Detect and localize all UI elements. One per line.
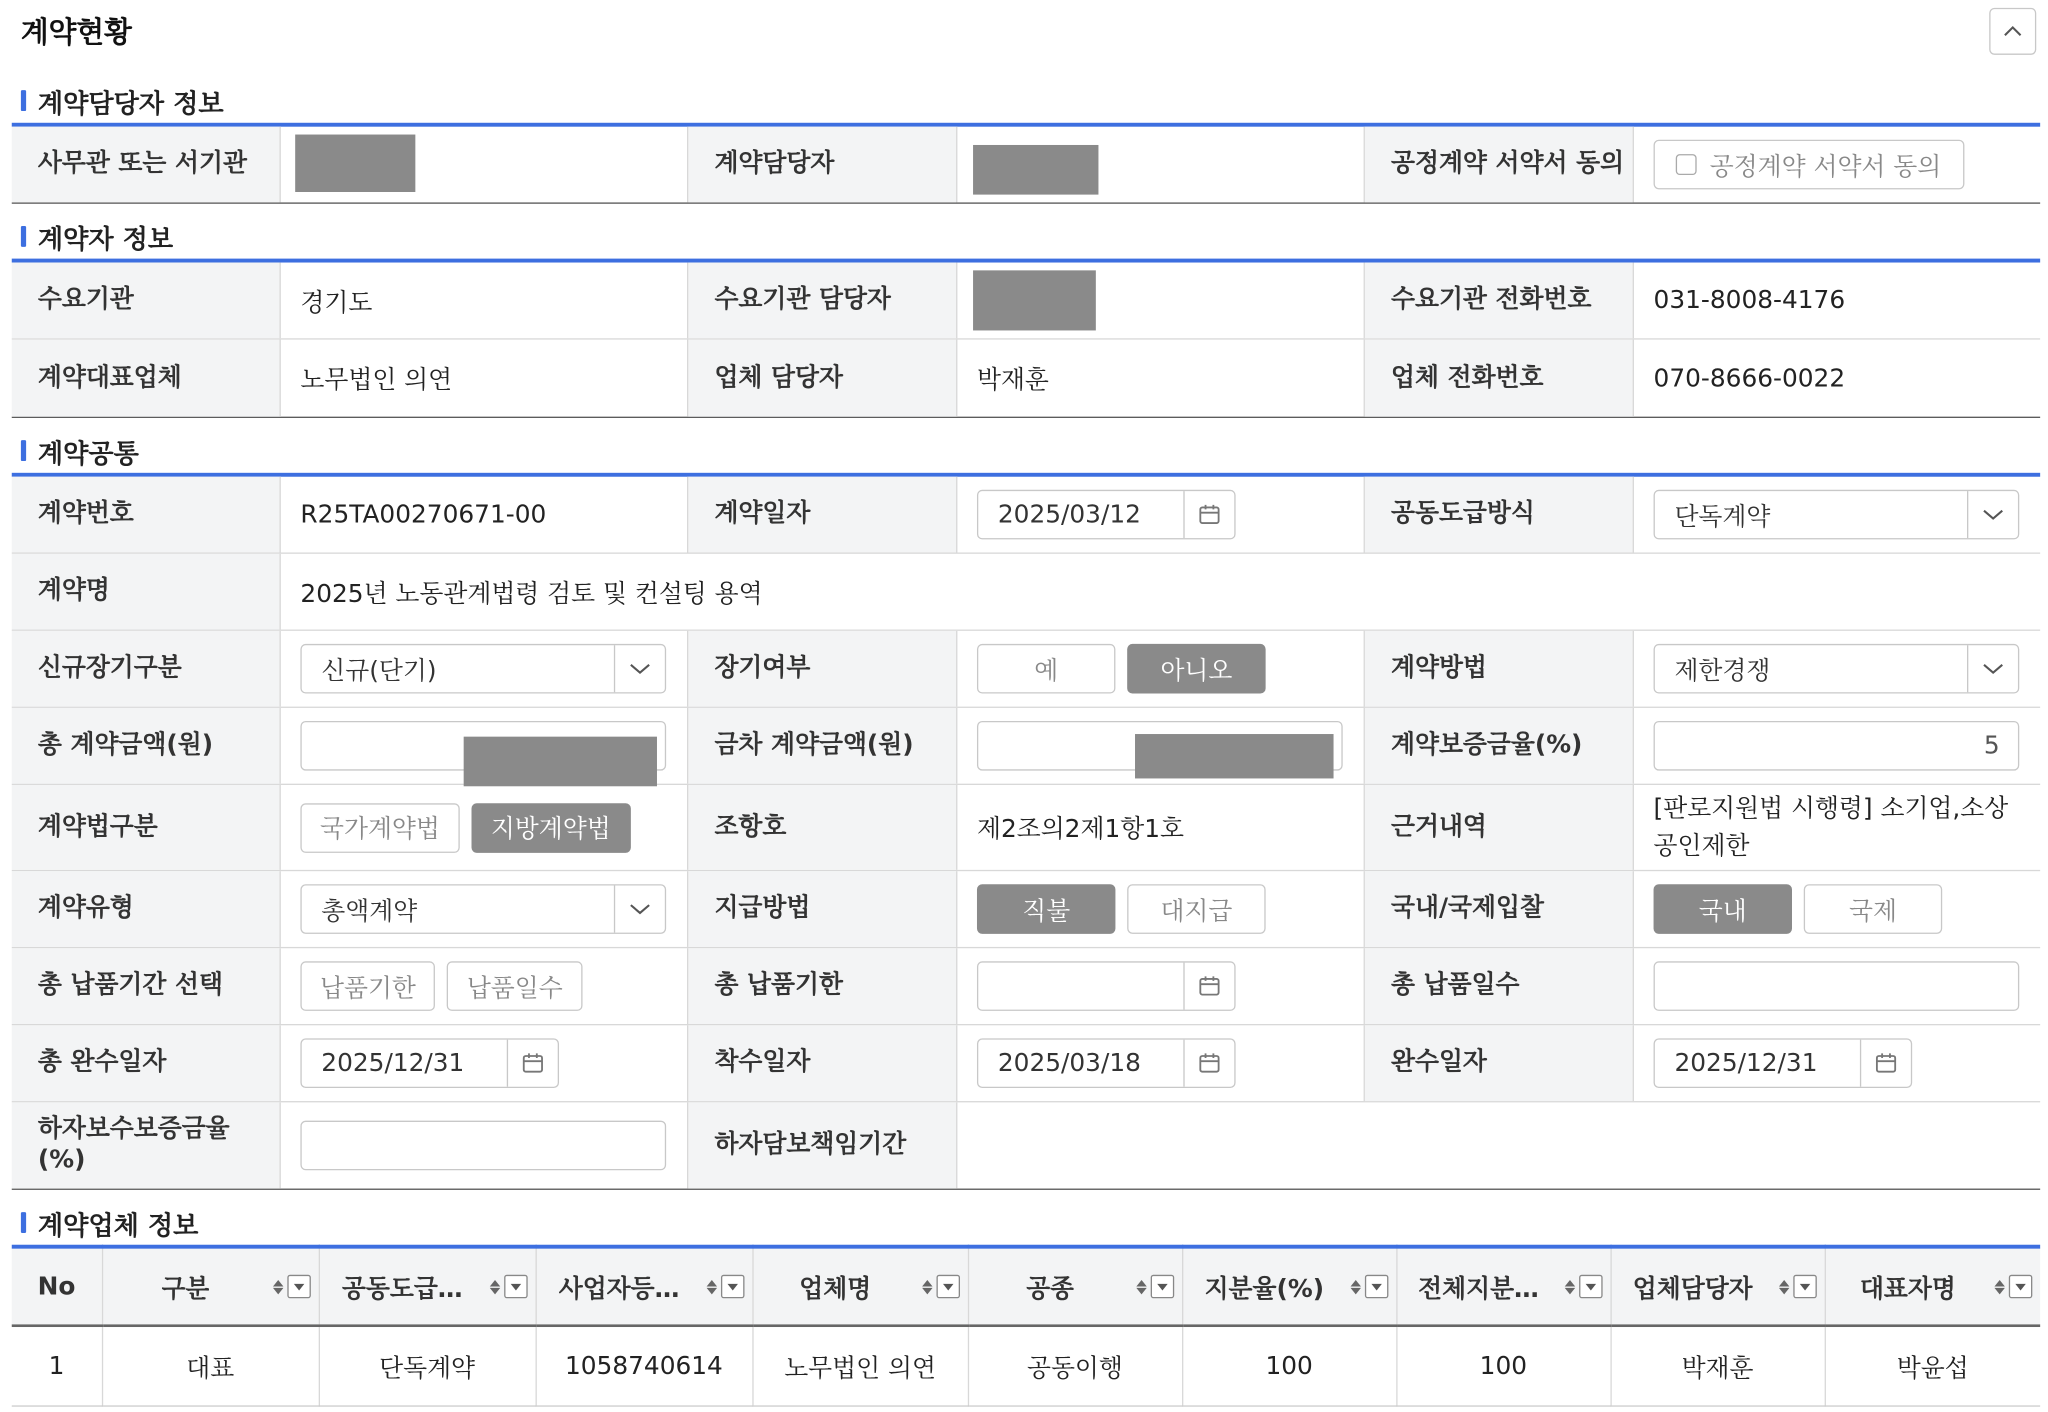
sort-icon[interactable] — [1993, 1279, 2006, 1293]
table-cell: 100 — [1396, 1326, 1610, 1406]
calendar-icon[interactable] — [1860, 1040, 1911, 1087]
delivery-deadline-button[interactable]: 납품기한 — [300, 961, 435, 1011]
demand-phone-value: 031-8008-4176 — [1653, 286, 1846, 315]
company-phone-value: 070-8666-0022 — [1653, 363, 1846, 393]
bid-domestic-button[interactable]: 국내 — [1654, 884, 1792, 934]
completion-input[interactable] — [1654, 1038, 1913, 1088]
delivery-select-label: 총 납품기간 선택 — [12, 948, 281, 1024]
type-value: 총액계약 — [321, 896, 418, 926]
column-header[interactable]: 업체명 — [752, 1247, 968, 1326]
type-cell — [281, 871, 689, 947]
law-local-button[interactable]: 지방계약법 — [471, 803, 630, 853]
law-national-button[interactable]: 국가계약법 — [300, 803, 459, 853]
sort-icon[interactable] — [920, 1279, 933, 1293]
page-title: 계약현황 — [20, 16, 132, 50]
table-cell: 100 — [1182, 1326, 1396, 1406]
table-row[interactable] — [12, 1326, 2040, 1406]
joint-method-label: 공동도급방식 — [1365, 477, 1634, 553]
current-amount-label: 금차 계약금액(원) — [688, 708, 957, 784]
bid-intl-button[interactable]: 국제 — [1804, 884, 1942, 934]
calendar-icon[interactable] — [1183, 1040, 1234, 1087]
method-cell — [1634, 631, 2040, 707]
defect-period-label: 하자담보책임기간 — [688, 1102, 957, 1188]
form-row — [12, 263, 2040, 340]
sort-icon[interactable] — [1777, 1279, 1790, 1293]
section-title-company: 계약업체 정보 — [0, 1203, 2048, 1242]
demand-org-value: 경기도 — [281, 263, 689, 339]
chevron-up-icon — [2004, 25, 2022, 38]
start-input[interactable] — [977, 1038, 1236, 1088]
method-select[interactable] — [1654, 644, 2020, 694]
sort-icon[interactable] — [271, 1279, 284, 1293]
form-row — [12, 708, 2040, 785]
defect-rate-input[interactable] — [300, 1121, 666, 1171]
current-amount-input[interactable] — [977, 721, 1343, 771]
law-type-cell — [281, 785, 689, 870]
chevron-down-icon — [1967, 645, 2018, 692]
contract-date-cell — [957, 477, 1365, 553]
total-completion-cell — [281, 1025, 689, 1101]
delivery-select-cell — [281, 948, 689, 1024]
contract-no-value: R25TA00270671-00 — [281, 477, 689, 553]
filter-icon[interactable] — [720, 1275, 744, 1299]
total-days-input[interactable] — [1654, 961, 2020, 1011]
table-header-row — [12, 1247, 2040, 1326]
start-label: 착수일자 — [688, 1025, 957, 1101]
fair-contract-checkbox[interactable]: 공정계약 서약서 동의 — [1654, 140, 1965, 190]
new-long-cell — [281, 631, 689, 707]
form-row — [12, 871, 2040, 948]
section-title-contractor: 계약자 정보 — [0, 217, 2048, 256]
long-term-yes-button[interactable]: 예 — [977, 644, 1115, 694]
form-row — [12, 948, 2040, 1025]
section-marker — [21, 226, 26, 247]
common-table — [12, 473, 2040, 1190]
filter-icon[interactable] — [1150, 1275, 1174, 1299]
total-deadline-input[interactable] — [977, 961, 1236, 1011]
contract-no-label: 계약번호 — [12, 477, 281, 553]
completion-value: 2025/12/31 — [1674, 1048, 1818, 1078]
calendar-icon[interactable] — [1183, 491, 1234, 538]
manager-value — [957, 127, 1365, 203]
demand-manager-value — [957, 263, 1365, 339]
defect-rate-label: 하자보수보증금율(%) — [12, 1102, 281, 1188]
contractor-table — [12, 259, 2040, 418]
redacted-block — [464, 737, 657, 787]
total-completion-input[interactable] — [300, 1038, 559, 1088]
filter-icon[interactable] — [1793, 1275, 1817, 1299]
column-header[interactable]: 대표자명 — [1825, 1247, 2041, 1326]
chevron-down-icon — [614, 645, 665, 692]
law-type-label: 계약법구분 — [12, 785, 281, 870]
type-label: 계약유형 — [12, 871, 281, 947]
form-row — [12, 631, 2040, 708]
table-cell: 1058740614 — [536, 1326, 753, 1406]
type-select[interactable] — [300, 884, 666, 934]
guarantee-rate-input[interactable]: 5 — [1654, 721, 2020, 771]
pay-direct-button[interactable]: 직불 — [977, 884, 1115, 934]
section-marker — [21, 90, 26, 111]
office-value — [281, 127, 689, 203]
demand-manager-label: 수요기관 담당자 — [688, 263, 957, 339]
office-label: 사무관 또는 서기관 — [12, 127, 281, 203]
rep-company-label: 계약대표업체 — [12, 340, 281, 417]
section-marker — [21, 440, 26, 461]
table-cell: 박재훈 — [1610, 1326, 1824, 1406]
form-row — [12, 785, 2040, 871]
chevron-down-icon — [614, 886, 665, 933]
total-completion-label: 총 완수일자 — [12, 1025, 281, 1101]
filter-icon[interactable] — [936, 1275, 960, 1299]
table-cell: 1 — [12, 1326, 102, 1406]
sort-icon[interactable] — [1563, 1279, 1576, 1293]
total-completion-value: 2025/12/31 — [321, 1048, 465, 1078]
total-days-cell — [1634, 948, 2040, 1024]
chevron-down-icon — [1967, 491, 2018, 538]
contract-date-input[interactable] — [977, 490, 1236, 540]
company-manager-value: 박재훈 — [957, 340, 1365, 417]
article-label: 조항호 — [688, 785, 957, 870]
company-table — [12, 1245, 2040, 1407]
bid-label: 국내/국제입찰 — [1365, 871, 1634, 947]
contract-name-label: 계약명 — [12, 554, 281, 630]
manager-label: 계약담당자 — [688, 127, 957, 203]
column-header[interactable]: 구분 — [102, 1247, 319, 1326]
redacted-block — [1135, 734, 1334, 778]
defect-period-value — [957, 1102, 2038, 1188]
company-phone-label: 업체 전화번호 — [1365, 340, 1634, 417]
bid-cell — [1634, 871, 2040, 947]
filter-icon[interactable] — [504, 1275, 528, 1299]
column-header[interactable]: 공종 — [968, 1247, 1182, 1326]
new-long-label: 신규장기구분 — [12, 631, 281, 707]
current-amount-cell — [957, 708, 1365, 784]
pay-proxy-button[interactable]: 대지급 — [1127, 884, 1265, 934]
method-label: 계약방법 — [1365, 631, 1634, 707]
total-deadline-label: 총 납품기한 — [688, 948, 957, 1024]
total-days-label: 총 납품일수 — [1365, 948, 1634, 1024]
sort-icon[interactable] — [488, 1279, 501, 1293]
form-row — [12, 477, 2040, 554]
table-cell: 공동이행 — [968, 1326, 1182, 1406]
guarantee-rate-label: 계약보증금율(%) — [1365, 708, 1634, 784]
start-cell — [957, 1025, 1365, 1101]
basis-value: [판로지원법 시행령] 소기업,소상공인제한 — [1653, 794, 2009, 861]
fair-contract-label: 공정계약 서약서 동의 — [1365, 127, 1634, 203]
completion-cell — [1634, 1025, 2040, 1101]
total-deadline-cell — [957, 948, 1365, 1024]
calendar-icon[interactable] — [507, 1040, 558, 1087]
form-row — [12, 554, 2040, 631]
section-title-common: 계약공통 — [0, 431, 2048, 470]
redacted-block — [295, 135, 415, 192]
new-long-select[interactable] — [300, 644, 666, 694]
section-marker — [21, 1212, 26, 1233]
table-cell: 박윤섭 — [1825, 1326, 2041, 1406]
sort-icon[interactable] — [1134, 1279, 1147, 1293]
new-long-value: 신규(단기) — [321, 656, 437, 686]
filter-icon[interactable] — [1364, 1275, 1388, 1299]
column-header[interactable]: 지분율(%) — [1182, 1247, 1396, 1326]
redacted-block — [973, 270, 1096, 330]
redacted-block — [973, 145, 1098, 195]
joint-method-cell — [1634, 477, 2040, 553]
joint-method-value: 단독계약 — [1674, 502, 1771, 531]
long-term-cell — [957, 631, 1365, 707]
delivery-days-button[interactable]: 납품일수 — [447, 961, 582, 1011]
checkbox-square-icon — [1676, 154, 1697, 175]
total-amount-cell — [281, 708, 689, 784]
form-row — [12, 340, 2040, 417]
payment-label: 지급방법 — [688, 871, 957, 947]
column-header[interactable]: No — [12, 1247, 102, 1326]
column-header[interactable]: 전체지분… — [1396, 1247, 1610, 1326]
defect-rate-cell — [281, 1102, 689, 1188]
column-header[interactable]: 사업자등… — [536, 1247, 753, 1326]
table-cell: 대표 — [102, 1326, 319, 1406]
demand-phone-label: 수요기관 전화번호 — [1365, 263, 1634, 339]
guarantee-rate-cell — [1634, 708, 2040, 784]
form-row — [12, 127, 2040, 203]
total-amount-label: 총 계약금액(원) — [12, 708, 281, 784]
column-header[interactable]: 공동도급… — [319, 1247, 536, 1326]
completion-label: 완수일자 — [1365, 1025, 1634, 1101]
form-row — [12, 1025, 2040, 1102]
start-value: 2025/03/18 — [997, 1048, 1141, 1078]
demand-org-label: 수요기관 — [12, 263, 281, 339]
section-title-manager: 계약담당자 정보 — [0, 81, 2048, 120]
payment-cell — [957, 871, 1365, 947]
long-term-label: 장기여부 — [688, 631, 957, 707]
sort-icon[interactable] — [705, 1279, 718, 1293]
joint-method-select[interactable] — [1654, 490, 2020, 540]
total-amount-input[interactable] — [300, 721, 666, 771]
column-header[interactable]: 업체담당자 — [1610, 1247, 1824, 1326]
contract-date-value: 2025/03/12 — [997, 500, 1141, 529]
long-term-no-button[interactable]: 아니오 — [1127, 644, 1265, 694]
table-cell: 단독계약 — [319, 1326, 536, 1406]
fair-contract-value — [1634, 127, 2040, 203]
method-value: 제한경쟁 — [1674, 656, 1771, 686]
article-value: 제2조의2제1항1호 — [957, 785, 1365, 870]
filter-icon[interactable] — [1578, 1275, 1602, 1299]
sort-icon[interactable] — [1349, 1279, 1362, 1293]
collapse-button[interactable] — [1989, 8, 2036, 55]
calendar-icon[interactable] — [1183, 963, 1234, 1010]
table-cell: 노무법인 의연 — [752, 1326, 968, 1406]
form-row — [12, 1102, 2040, 1188]
company-manager-label: 업체 담당자 — [688, 340, 957, 417]
rep-company-value: 노무법인 의연 — [281, 340, 689, 417]
contract-date-label: 계약일자 — [688, 477, 957, 553]
contract-name-value: 2025년 노동관계법령 검토 및 컨설팅 용역 — [300, 579, 763, 608]
basis-label: 근거내역 — [1365, 785, 1634, 870]
manager-table — [12, 123, 2040, 204]
filter-icon[interactable] — [2009, 1275, 2033, 1299]
filter-icon[interactable] — [287, 1275, 311, 1299]
